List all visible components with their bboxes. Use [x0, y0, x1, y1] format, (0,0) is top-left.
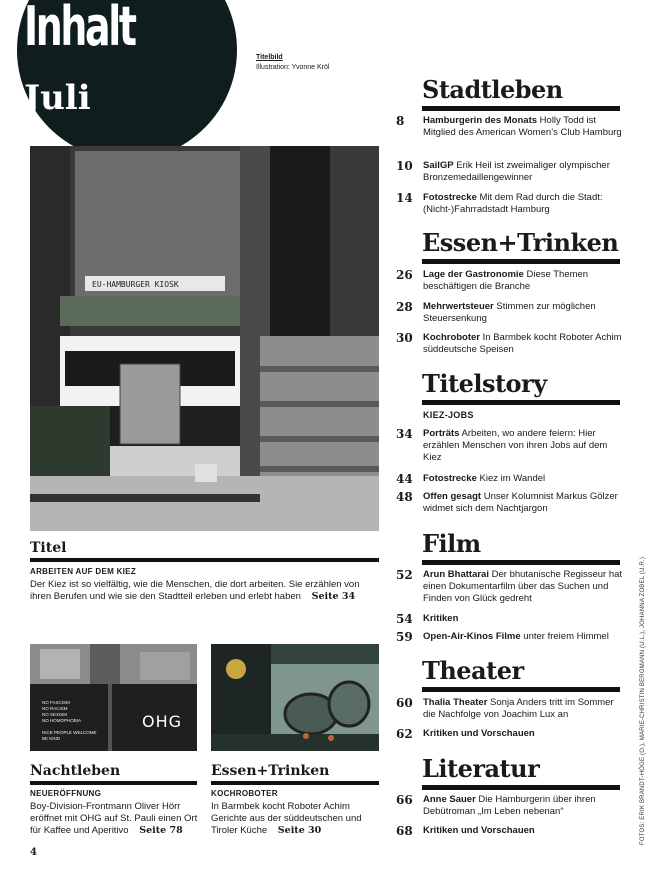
entry-text: Stimmen zur möglichen Steuersenkung — [423, 301, 596, 324]
issue-month: Juli — [24, 78, 91, 118]
entry-title: Offen gesagt — [423, 491, 482, 502]
page-number: 62 — [396, 727, 413, 741]
page-number: 44 — [396, 472, 413, 486]
entry-title: Fotostrecke — [423, 192, 477, 203]
toc-entry[interactable] — [396, 115, 628, 139]
toc-entry[interactable] — [396, 728, 628, 740]
entry-title: Hamburgerin des Monats — [423, 115, 538, 126]
photo-credits-text: FOTOS: ERIK BRANDT-HÖGE (O.), MARIE-CHRISTIN BERGMANN (U.L.), JOHANNA ZOBEL (U.R.) — [640, 556, 646, 845]
section-literatur: Literatur — [422, 755, 620, 790]
essen-teaser — [211, 801, 381, 837]
essen-text: In Barmbek kocht Roboter Achim Gerichte aus der süddeutschen und Tiroler Küche — [211, 801, 362, 836]
page-number: 66 — [396, 793, 413, 807]
titel-text: Der Kiez ist so vielfältig, wie die Menschen, die dort arbeiten. Sie erzählen von ihren Berufen und wie sie den Stadtteil erleben und erlebt haben — [30, 579, 360, 602]
entry-title: Kritiken — [423, 613, 459, 624]
page-number: 60 — [396, 696, 413, 710]
entry-title: Open-Air-Kinos Filme — [423, 631, 521, 642]
page-number: 54 — [396, 612, 413, 626]
entry-title: Kochroboter — [423, 332, 480, 343]
nachtleben-kicker: NEUERÖFFNUNG — [30, 789, 102, 798]
titel-kicker: ARBEITEN AUF DEM KIEZ — [30, 567, 137, 576]
entry-text: In Barmbek kocht Roboter Achim süddeutsche Speisen — [423, 332, 622, 355]
titelstory-kicker: KIEZ-JOBS — [423, 410, 474, 420]
toc-entry[interactable] — [396, 473, 628, 485]
section-stadtleben: Stadtleben — [422, 76, 620, 111]
entry-title: Porträts — [423, 428, 460, 439]
titel-heading: Titel — [30, 540, 379, 562]
entry-text: Erik Heil ist zweimaliger olympischer Bronzemedaillengewinner — [423, 160, 610, 183]
page-number: 48 — [396, 490, 413, 504]
entry-text: Die Hamburgerin über ihren Debütroman „Im Leben nebenan“ — [423, 794, 596, 817]
entry-text: unter freiem Himmel — [520, 631, 609, 642]
door-line: NO RACISM — [42, 706, 68, 711]
essen-photo — [211, 644, 379, 751]
page-title: Inhalt — [24, 0, 135, 58]
entry-text: Kiez im Wandel — [476, 473, 546, 484]
page-number: 68 — [396, 824, 413, 838]
entry-title: Kritiken und Vorschauen — [423, 825, 535, 836]
toc-entry[interactable] — [396, 569, 628, 605]
toc-entry[interactable] — [396, 631, 628, 643]
door-line: NO HOMOPHOBIA — [42, 718, 82, 723]
essen-page-ref[interactable]: Seite 30 — [277, 825, 322, 836]
toc-entry[interactable] — [396, 491, 628, 515]
toc-entry[interactable] — [396, 428, 628, 464]
page-number: 34 — [396, 427, 413, 441]
nachtleben-teaser — [30, 801, 200, 837]
nachtleben-page-ref[interactable]: Seite 78 — [139, 825, 183, 836]
cover-credit-text: Illustration: Yvonne Kröl — [256, 64, 330, 71]
toc-entry[interactable] — [396, 697, 628, 721]
entry-title: Mehrwertsteuer — [423, 301, 494, 312]
toc-entry[interactable] — [396, 301, 628, 325]
toc-entry[interactable] — [396, 332, 628, 356]
page-number: 8 — [396, 114, 405, 128]
essen-kicker: KOCHROBOTER — [211, 789, 278, 798]
section-essen: Essen+Trinken — [422, 229, 620, 264]
door-line: NICE PEOPLE WELCOME — [42, 730, 97, 735]
page-number: 10 — [396, 159, 413, 173]
door-line: BE KIND — [42, 736, 61, 741]
titel-page-ref[interactable]: Seite 34 — [311, 591, 356, 602]
nachtleben-text: Boy-Division-Frontmann Oliver Hörr eröffnet mit OHG auf St. Pauli einen Ort für Kaffee und Aperitivo — [30, 801, 198, 836]
toc-entry[interactable] — [396, 160, 628, 184]
entry-title: Lage der Gastronomie — [423, 269, 524, 280]
entry-text: Mit dem Rad durch die Stadt: (Nicht-)Fahrradstadt Hamburg — [423, 192, 603, 215]
page-number: 26 — [396, 268, 413, 282]
ohg-sign: OHG — [142, 712, 183, 731]
entry-title: Anne Sauer — [423, 794, 476, 805]
nachtleben-heading: Nachtleben — [30, 763, 197, 785]
entry-text: Der bhutanische Regisseur hat einen Dokumentarfilm über das Suchen und Finden von Glück gedreht — [423, 569, 623, 604]
page-number: 52 — [396, 568, 413, 582]
entry-text: Diese Themen beschäftigen die Branche — [423, 269, 589, 292]
cover-credit-label: Titelbild — [256, 54, 283, 61]
page-number: 30 — [396, 331, 413, 345]
entry-title: Thalia Theater — [423, 697, 488, 708]
entry-text: Sonja Anders tritt im Sommer die Nachfolge von Joachim Lux an — [423, 697, 614, 720]
kiosk-sign: EU-HAMBURGER KIOSK — [92, 280, 179, 289]
door-line: NO SEXISM — [42, 712, 68, 717]
essen-heading: Essen+Trinken — [211, 763, 379, 785]
page-number: 14 — [396, 191, 413, 205]
entry-text: Arbeiten, wo andere feiern: Hier erzählen Menschen von ihren Jobs auf dem Kiez — [423, 428, 608, 463]
nachtleben-photo — [30, 644, 197, 751]
entry-text: Holly Todd ist Mitglied des American Women’s Club Hamburg — [423, 115, 622, 138]
entry-title: Kritiken und Vorschauen — [423, 728, 535, 739]
entry-title: Fotostrecke — [423, 473, 477, 484]
door-line: NO FASCISM — [42, 700, 70, 705]
toc-entry[interactable] — [396, 192, 628, 216]
photo-credits — [640, 556, 646, 845]
section-theater: Theater — [422, 657, 620, 692]
entry-title: SailGP — [423, 160, 454, 171]
toc-entry[interactable] — [396, 269, 628, 293]
main-photo — [30, 146, 379, 531]
entry-text: Unser Kolumnist Markus Gölzer widmet sich dem Nachtjargon — [423, 491, 618, 514]
page-number: 59 — [396, 630, 413, 644]
page-number: 28 — [396, 300, 413, 314]
entry-title: Arun Bhattarai — [423, 569, 489, 580]
toc-entry[interactable] — [396, 794, 628, 818]
toc-entry[interactable] — [396, 613, 628, 625]
toc-entry[interactable] — [396, 825, 628, 837]
photo-door-text — [42, 700, 97, 742]
section-film: Film — [422, 530, 620, 565]
titel-teaser — [30, 579, 379, 603]
section-titelstory: Titelstory — [422, 370, 620, 405]
page-number-footer: 4 — [30, 847, 37, 858]
